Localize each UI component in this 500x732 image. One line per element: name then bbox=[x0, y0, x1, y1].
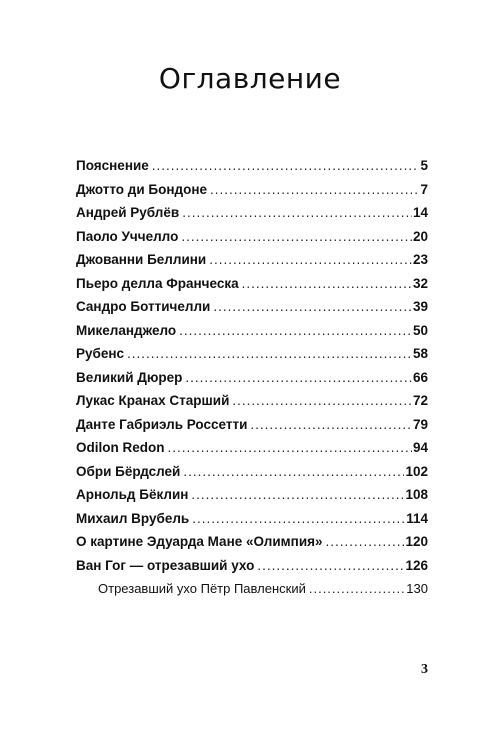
toc-entry-label: Арнольд Бёклин bbox=[76, 487, 189, 502]
dot-leader bbox=[257, 558, 404, 573]
toc-entry-page: 120 bbox=[405, 534, 428, 549]
dot-leader bbox=[326, 534, 405, 549]
toc-entry-page: 72 bbox=[412, 393, 428, 408]
toc-entry-label: Ван Гог — отрезавший ухо bbox=[76, 557, 255, 573]
toc-entry-label: Джованни Беллини bbox=[76, 252, 207, 267]
dot-leader bbox=[232, 393, 412, 408]
toc-entry-page: 32 bbox=[412, 275, 428, 291]
toc-entry bbox=[76, 534, 428, 558]
toc-entry bbox=[76, 276, 428, 300]
dot-leader bbox=[181, 229, 412, 244]
toc-entry-page: 66 bbox=[412, 369, 428, 385]
dot-leader bbox=[168, 440, 412, 455]
toc-entry-label: Рубенс bbox=[76, 346, 125, 361]
toc-entry-label: Андрей Рублёв bbox=[76, 205, 180, 220]
toc-entry-page: 126 bbox=[405, 557, 428, 573]
toc-entry-label: Пьеро делла Франческа bbox=[76, 275, 239, 291]
dot-leader bbox=[250, 417, 412, 432]
toc-entry-page: 130 bbox=[406, 581, 428, 596]
dot-leader bbox=[152, 158, 420, 173]
toc-entry-page: 114 bbox=[406, 510, 428, 526]
toc-entry-page: 14 bbox=[412, 205, 428, 220]
page-number: 3 bbox=[421, 662, 428, 677]
toc-entry bbox=[76, 511, 428, 535]
dot-leader bbox=[209, 252, 412, 267]
toc-entry bbox=[76, 464, 428, 488]
toc-entry bbox=[76, 440, 428, 464]
toc-entry-page: 5 bbox=[420, 158, 428, 173]
toc-entry-label: Обри Бёрдслей bbox=[76, 463, 181, 479]
toc-entry bbox=[76, 323, 428, 347]
toc-entry-page: 94 bbox=[412, 440, 428, 455]
toc-entry-page: 23 bbox=[412, 252, 428, 267]
page-title: Оглавление bbox=[158, 62, 342, 95]
table-of-contents bbox=[76, 158, 428, 605]
toc-entry bbox=[76, 252, 428, 276]
toc-entry-label: Джотто ди Бондоне bbox=[76, 181, 208, 197]
toc-subentry bbox=[76, 581, 428, 605]
dot-leader bbox=[191, 487, 404, 502]
dot-leader bbox=[213, 299, 412, 314]
toc-entry-page: 58 bbox=[412, 346, 428, 361]
toc-entry-label: Сандро Боттичелли bbox=[76, 299, 211, 314]
toc-entry-page: 20 bbox=[412, 228, 428, 244]
toc-entry bbox=[76, 205, 428, 229]
toc-entry-page: 39 bbox=[412, 299, 428, 314]
dot-leader bbox=[127, 346, 412, 361]
toc-entry-label: Михаил Врубель bbox=[76, 510, 190, 526]
toc-entry-page: 7 bbox=[420, 181, 428, 197]
toc-entry bbox=[76, 487, 428, 511]
toc-entry bbox=[76, 393, 428, 417]
toc-entry-label: Пояснение bbox=[76, 158, 149, 173]
toc-entry-label: О картине Эдуарда Мане «Олимпия» bbox=[76, 534, 323, 549]
toc-entry bbox=[76, 370, 428, 394]
toc-entry-page: 108 bbox=[405, 487, 428, 502]
dot-leader bbox=[179, 323, 412, 338]
toc-entry bbox=[76, 158, 428, 182]
dot-leader bbox=[185, 370, 412, 385]
toc-entry bbox=[76, 417, 428, 441]
toc-entry bbox=[76, 558, 428, 582]
dot-leader bbox=[210, 182, 419, 197]
toc-entry-page: 50 bbox=[412, 322, 428, 338]
dot-leader bbox=[192, 511, 405, 526]
dot-leader bbox=[183, 464, 404, 479]
toc-entry bbox=[76, 182, 428, 206]
toc-entry-label: Лукас Кранах Старший bbox=[76, 393, 230, 408]
toc-entry bbox=[76, 346, 428, 370]
toc-entry-page: 102 bbox=[405, 463, 428, 479]
toc-entry-label: Odilon Redon bbox=[76, 440, 165, 455]
dot-leader bbox=[242, 276, 412, 291]
toc-entry bbox=[76, 229, 428, 253]
toc-entry-label: Микеланджело bbox=[76, 322, 177, 338]
toc-entry-label: Данте Габриэль Россетти bbox=[76, 416, 248, 432]
dot-leader bbox=[309, 581, 405, 596]
toc-entry-label: Паоло Уччелло bbox=[76, 228, 179, 244]
dot-leader bbox=[182, 205, 412, 220]
toc-entry bbox=[76, 299, 428, 323]
toc-entry-label: Великий Дюрер bbox=[76, 369, 183, 385]
toc-entry-label: Отрезавший ухо Пётр Павленский bbox=[98, 581, 306, 596]
toc-entry-page: 79 bbox=[412, 416, 428, 432]
